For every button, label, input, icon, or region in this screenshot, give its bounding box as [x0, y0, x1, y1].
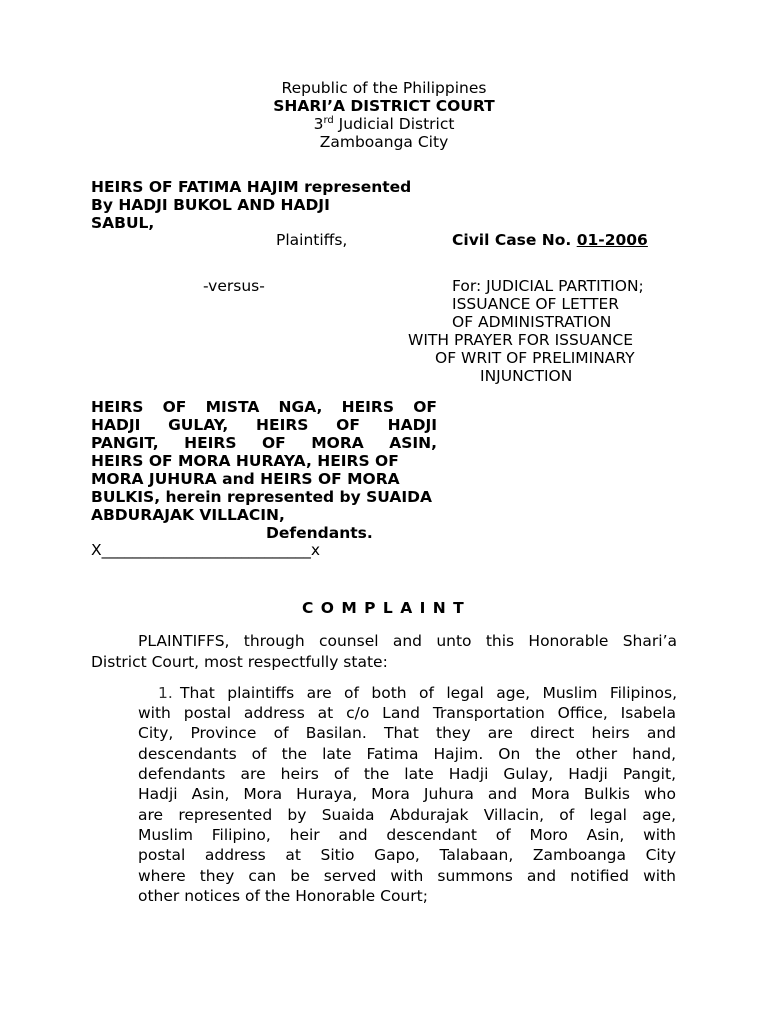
defendants-line-2: HADJI GULAY, HEIRS OF HADJI — [91, 416, 437, 434]
para1-line-4: descendants of the late Fatima Hajim. On the other hand, — [138, 745, 676, 763]
paragraph-number: 1. — [158, 684, 173, 702]
header-judicial-district — [0, 115, 768, 133]
para1-line-11: other notices of the Honorable Court; — [138, 887, 428, 905]
nature-line-3: OF ADMINISTRATION — [452, 313, 612, 331]
para1-line-8: Muslim Filipino, heir and descendant of Moro Asin, with — [138, 826, 676, 844]
intro-line-1: PLAINTIFFS, through counsel and unto this Honorable Shari’a — [138, 632, 677, 650]
header-city: Zamboanga City — [319, 133, 449, 151]
defendants-line-7: ABDURAJAK VILLACIN, — [91, 506, 285, 524]
para1-line-1: That plaintiffs are of both of legal age, Muslim Filipinos, — [180, 684, 677, 702]
header-court-name: SHARI’A DISTRICT COURT — [273, 97, 495, 115]
plaintiffs-line-3: SABUL, — [91, 214, 155, 232]
para1-line-10: where they can be served with summons and notified with — [138, 867, 676, 885]
defendants-line-3: PANGIT, HEIRS OF MORA ASIN, — [91, 434, 437, 452]
versus-label: -versus- — [203, 277, 265, 295]
nature-line-1: For: JUDICIAL PARTITION; — [452, 277, 644, 295]
case-label: Civil Case No. — [452, 231, 572, 249]
defendants-line-6: BULKIS, herein represented by SUAIDA — [91, 488, 433, 506]
district-ordinal-suffix: rd — [323, 114, 334, 126]
para1-line-3: City, Province of Basilan. That they are direct heirs and — [138, 724, 676, 742]
header-republic: Republic of the Philippines — [281, 79, 487, 97]
case-number — [452, 231, 648, 249]
defendants-line-4: HEIRS OF MORA HURAYA, HEIRS OF — [91, 452, 399, 470]
defendants-role: Defendants. — [266, 524, 373, 542]
district-number: 3 — [313, 115, 324, 133]
para1-line-9: postal address at Sitio Gapo, Talabaan, Zamboanga City — [138, 846, 676, 864]
caption-separator: X___________________________x — [91, 541, 321, 559]
case-number-value: 01-2006 — [576, 231, 648, 249]
district-label: Judicial District — [333, 115, 455, 133]
nature-line-2: ISSUANCE OF LETTER — [452, 295, 620, 313]
para1-line-5: defendants are heirs of the late Hadji Gulay, Hadji Pangit, — [138, 765, 676, 783]
nature-line-4: WITH PRAYER FOR ISSUANCE — [408, 331, 634, 349]
plaintiffs-line-2: By HADJI BUKOL AND HADJI — [91, 196, 330, 214]
plaintiffs-role: Plaintiffs, — [276, 231, 348, 249]
para1-line-2: with postal address at c/o Land Transportation Office, Isabela — [138, 704, 676, 722]
defendants-line-5: MORA JUHURA and HEIRS OF MORA — [91, 470, 400, 488]
para1-line-7: are represented by Suaida Abdurajak Villacin, of legal age, — [138, 806, 676, 824]
document-title: C O M P L A I N T — [302, 599, 465, 617]
nature-line-6: INJUNCTION — [480, 367, 573, 385]
intro-line-2: District Court, most respectfully state: — [91, 653, 388, 671]
nature-line-5: OF WRIT OF PRELIMINARY — [435, 349, 635, 367]
defendants-line-1: HEIRS OF MISTA NGA, HEIRS OF — [91, 398, 437, 416]
para1-line-6: Hadji Asin, Mora Huraya, Mora Juhura and Mora Bulkis who — [138, 785, 676, 803]
plaintiffs-line-1: HEIRS OF FATIMA HAJIM represented — [91, 178, 412, 196]
